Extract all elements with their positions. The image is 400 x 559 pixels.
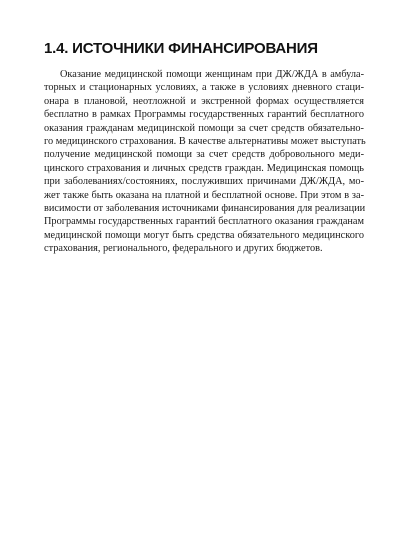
paragraph-line: получение медицинской помощи за счет средств добровольного меди- xyxy=(44,149,364,161)
paragraph-line: бесплатно в рамках Программы государственных гарантий бесплатного xyxy=(44,109,364,121)
section-heading: 1.4. ИСТОЧНИКИ ФИНАНСИРОВАНИЯ xyxy=(44,40,318,57)
paragraph-line: медицинской помощи могут быть средства обязательного медицинского xyxy=(44,229,364,241)
paragraph-line: страхования, регионального, федерального и других бюджетов. xyxy=(44,243,323,255)
paragraph-line: го медицинского страхования. В качестве альтернативы может выступать xyxy=(44,136,366,148)
body-paragraph xyxy=(44,68,364,256)
paragraph-line: жет также быть оказана на платной и бесплатной основе. При этом в за- xyxy=(44,189,364,201)
paragraph-line: при заболеваниях/состояниях, послуживших причинами ДЖ/ЖДА, мо- xyxy=(44,176,364,188)
paragraph-line: торных и стационарных условиях, а также в условиях дневного стаци- xyxy=(44,82,364,94)
paragraph-line: онара в плановой, неотложной и экстренной формах осуществляется xyxy=(44,95,364,107)
paragraph-line: Оказание медицинской помощи женщинам при ДЖ/ЖДА в амбула- xyxy=(60,69,364,80)
paragraph-line: оказания гражданам медицинской помощи за счет средств обязательно- xyxy=(44,122,364,134)
paragraph-line: Программы государственных гарантий бесплатного оказания гражданам xyxy=(44,216,364,228)
page-content xyxy=(44,40,364,256)
paragraph-line: висимости от заболевания источниками финансирования для реализации xyxy=(44,203,366,215)
paragraph-line: цинского страхования и личных средств граждан. Медицинская помощь xyxy=(44,162,364,174)
